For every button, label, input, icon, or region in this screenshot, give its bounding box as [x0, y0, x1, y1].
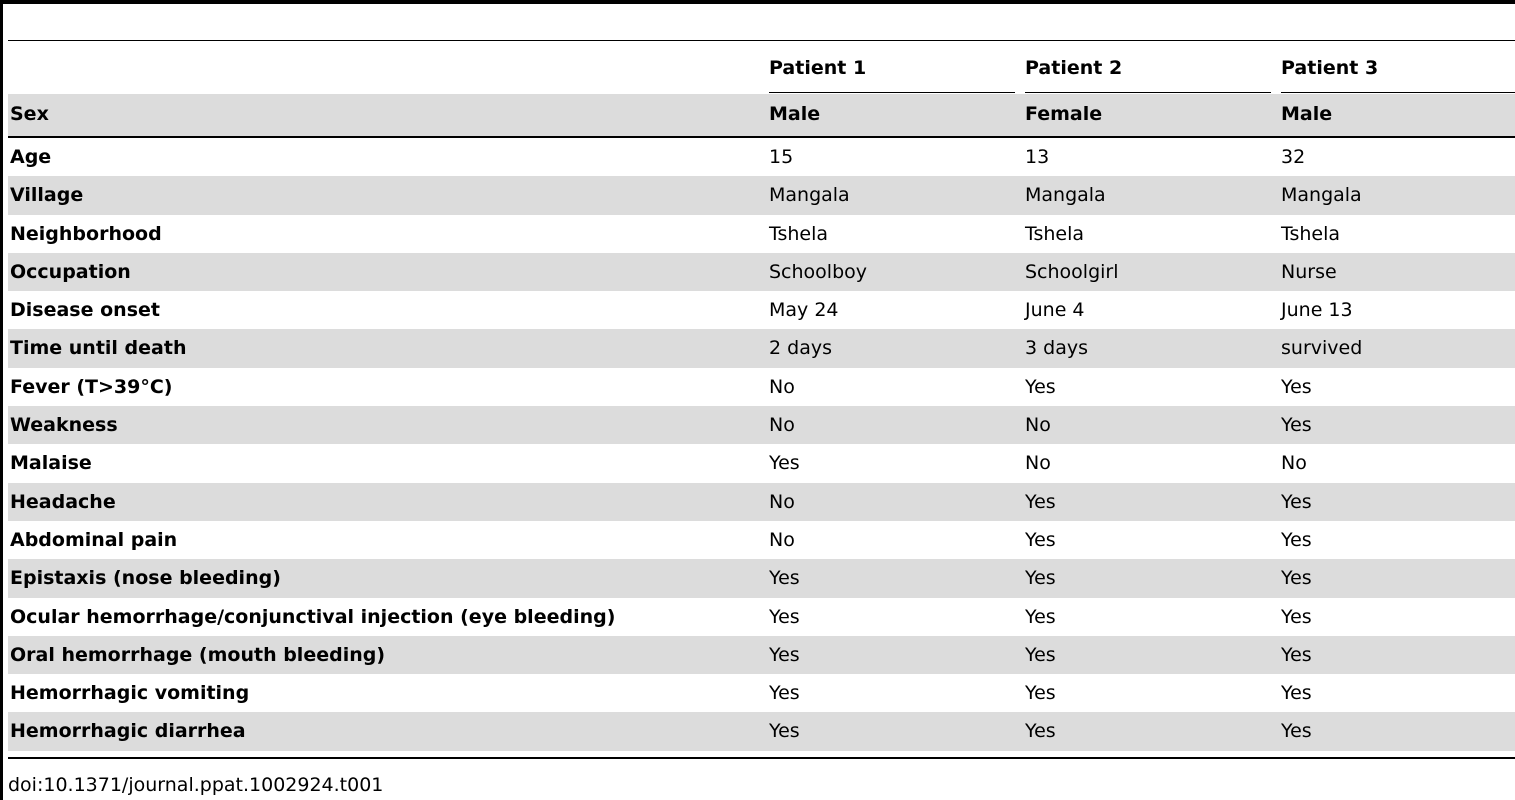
row-label: Village — [10, 184, 84, 207]
table-row — [8, 176, 1515, 214]
table-row — [8, 329, 1515, 367]
cell-patient-3: Yes — [1281, 567, 1312, 590]
column-header-underline-2 — [1025, 92, 1271, 93]
cell-patient-3: Yes — [1281, 682, 1312, 705]
column-header-underline-3 — [1281, 92, 1515, 93]
table-row — [8, 598, 1515, 636]
cell-patient-1: May 24 — [769, 299, 839, 322]
column-header-patient-1: Patient 1 — [769, 57, 867, 79]
cell-patient-1: Yes — [769, 452, 800, 475]
column-header-patient-3: Patient 3 — [1281, 57, 1379, 79]
cell-patient-3: Mangala — [1281, 184, 1362, 207]
table-row — [8, 215, 1515, 253]
row-label: Epistaxis (nose bleeding) — [10, 567, 281, 590]
cell-patient-1: Yes — [769, 567, 800, 590]
table-row — [8, 406, 1515, 444]
table-row — [8, 674, 1515, 712]
cell-patient-2: 13 — [1025, 146, 1050, 168]
table-row-sex — [8, 94, 1515, 138]
row-label: Ocular hemorrhage/conjunctival injection (eye bleeding) — [10, 605, 616, 628]
cell-patient-3: Yes — [1281, 605, 1312, 628]
cell-patient-3: June 13 — [1281, 299, 1353, 322]
cell-patient-2: June 4 — [1025, 299, 1085, 322]
cell-patient-3: Yes — [1281, 720, 1312, 743]
cell-patient-3: Yes — [1281, 490, 1312, 513]
table-row — [8, 483, 1515, 521]
row-label: Headache — [10, 490, 116, 513]
row-label: Neighborhood — [10, 222, 162, 245]
column-header-patient-2: Patient 2 — [1025, 57, 1123, 79]
cell-patient-1: Yes — [769, 605, 800, 628]
cell-patient-2: No — [1025, 452, 1051, 475]
table-row — [8, 291, 1515, 329]
row-label: Hemorrhagic diarrhea — [10, 720, 246, 743]
row-label: Oral hemorrhage (mouth bleeding) — [10, 643, 386, 666]
cell-patient-3: Yes — [1281, 643, 1312, 666]
table-body — [8, 94, 1515, 751]
cell-patient-1: 2 days — [769, 337, 832, 360]
row-label: Malaise — [10, 452, 92, 475]
row-label: Fever (T>39°C) — [10, 375, 173, 398]
table-header — [0, 41, 1515, 94]
cell-patient-1: Yes — [769, 643, 800, 666]
column-header-underline-1 — [769, 92, 1015, 93]
table-row — [8, 559, 1515, 597]
table-row — [8, 521, 1515, 559]
row-label: Age — [10, 146, 52, 168]
cell-patient-1: 15 — [769, 146, 794, 168]
table-row — [8, 444, 1515, 482]
cell-patient-2: Yes — [1025, 605, 1056, 628]
cell-patient-2: Yes — [1025, 375, 1056, 398]
table-row — [8, 636, 1515, 674]
cell-patient-3: survived — [1281, 337, 1363, 360]
row-label: Hemorrhagic vomiting — [10, 682, 250, 705]
left-border — [0, 0, 3, 800]
cell-patient-2: 3 days — [1025, 337, 1088, 360]
table-bottom-rule — [8, 757, 1515, 759]
cell-patient-2: Yes — [1025, 643, 1056, 666]
cell-patient-1: Schoolboy — [769, 260, 868, 283]
table-top-rule — [0, 0, 1515, 4]
cell-patient-1: No — [769, 375, 795, 398]
cell-patient-3: No — [1281, 452, 1307, 475]
cell-patient-1: No — [769, 528, 795, 551]
cell-patient-2: Schoolgirl — [1025, 260, 1119, 283]
cell-patient-1: Yes — [769, 720, 800, 743]
cell-patient-3: 32 — [1281, 146, 1306, 168]
cell-patient-2: Yes — [1025, 490, 1056, 513]
row-label: Occupation — [10, 260, 131, 283]
row-label: Disease onset — [10, 299, 160, 322]
row-label: Abdominal pain — [10, 528, 178, 551]
cell-patient-2: Female — [1025, 103, 1103, 125]
table-row — [8, 712, 1515, 750]
cell-patient-3: Yes — [1281, 528, 1312, 551]
cell-patient-2: Yes — [1025, 682, 1056, 705]
cell-patient-2: No — [1025, 414, 1051, 437]
cell-patient-1: No — [769, 414, 795, 437]
cell-patient-3: Yes — [1281, 414, 1312, 437]
cell-patient-1: Male — [769, 103, 821, 125]
cell-patient-1: Mangala — [769, 184, 850, 207]
row-label: Time until death — [10, 337, 187, 360]
cell-patient-2: Yes — [1025, 567, 1056, 590]
table-row — [8, 368, 1515, 406]
cell-patient-2: Yes — [1025, 720, 1056, 743]
table-row — [8, 253, 1515, 291]
table-row — [8, 138, 1515, 176]
cell-patient-1: Yes — [769, 682, 800, 705]
table-doi-caption: doi:10.1371/journal.ppat.1002924.t001 — [8, 774, 384, 796]
cell-patient-3: Nurse — [1281, 260, 1337, 283]
row-label: Sex — [10, 103, 49, 125]
cell-patient-2: Yes — [1025, 528, 1056, 551]
cell-patient-3: Yes — [1281, 375, 1312, 398]
cell-patient-3: Tshela — [1281, 222, 1341, 245]
cell-patient-2: Mangala — [1025, 184, 1106, 207]
cell-patient-3: Male — [1281, 103, 1333, 125]
cell-patient-1: No — [769, 490, 795, 513]
row-label: Weakness — [10, 414, 118, 437]
cell-patient-1: Tshela — [769, 222, 829, 245]
cell-patient-2: Tshela — [1025, 222, 1085, 245]
